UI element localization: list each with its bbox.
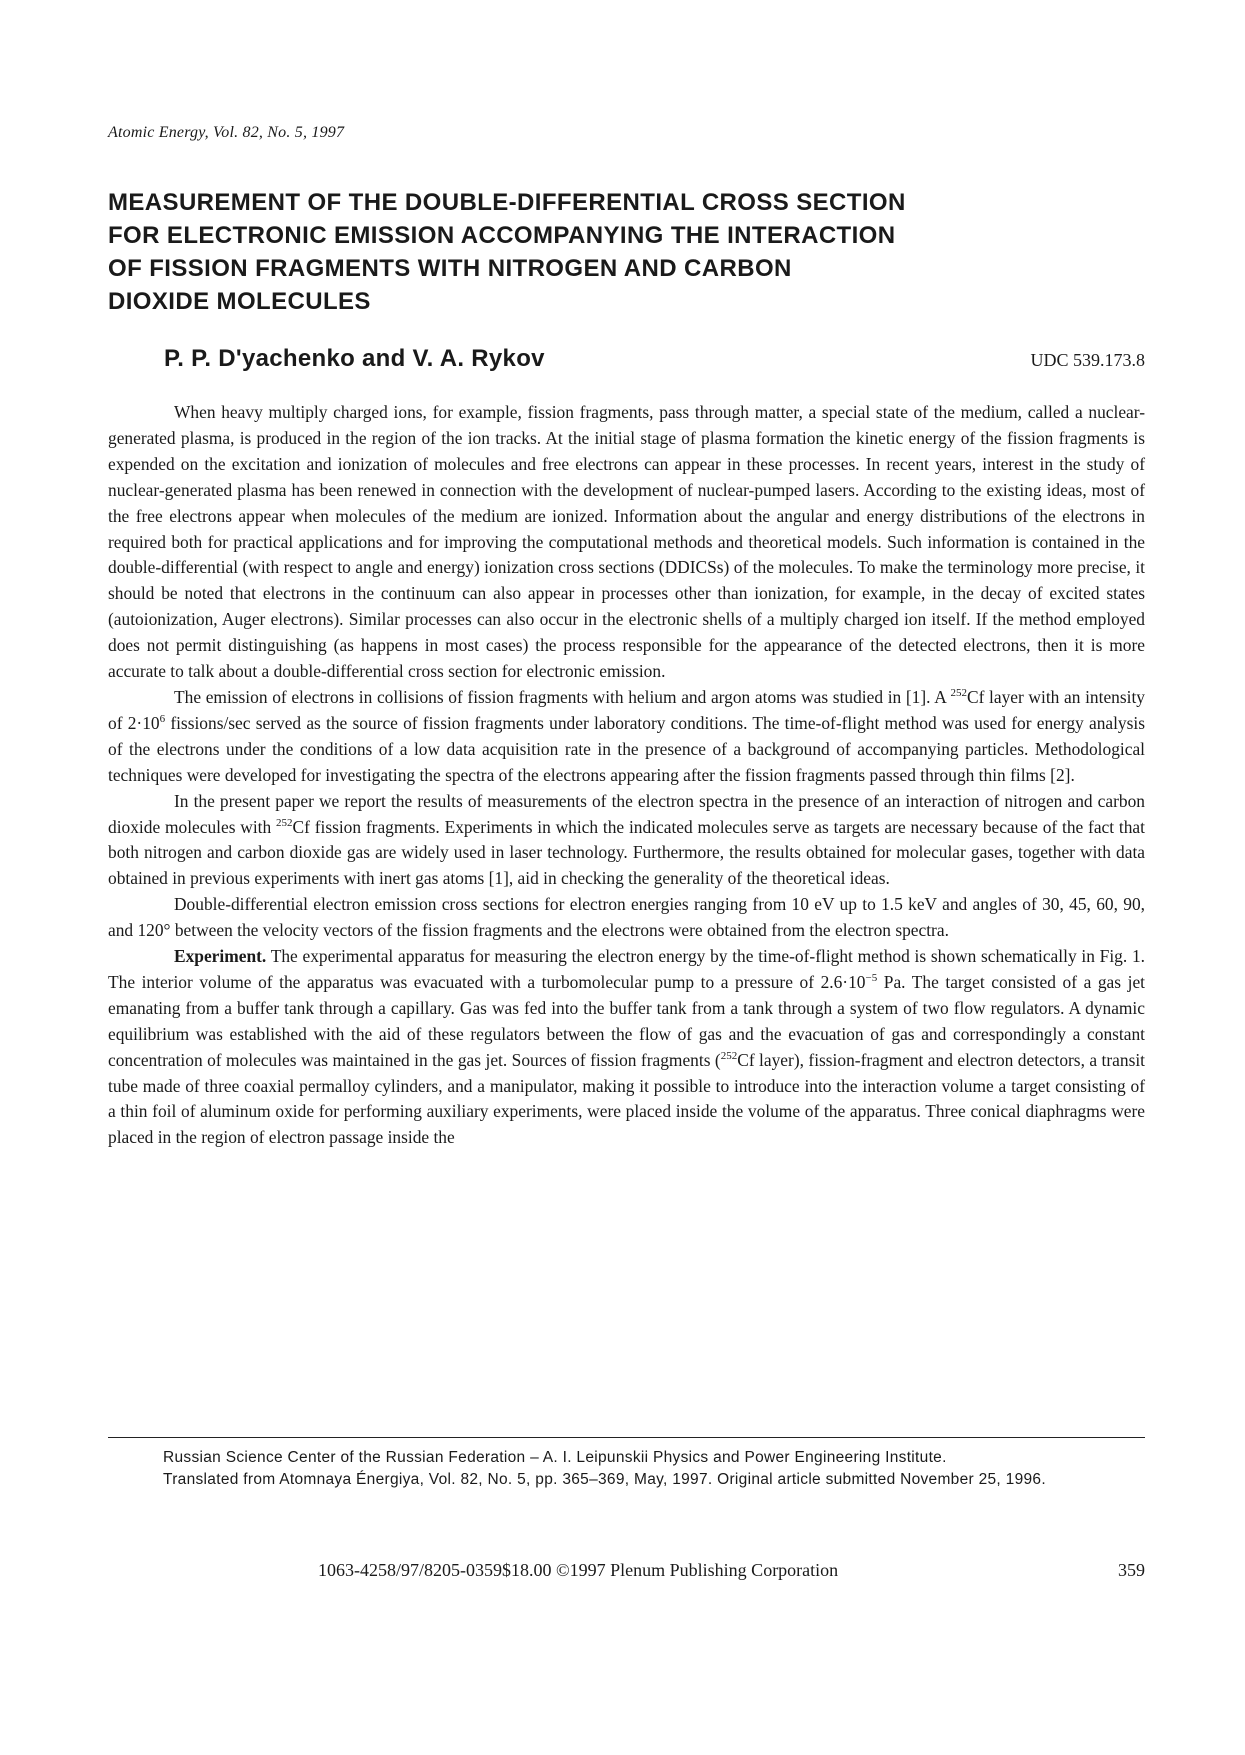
section-heading-experiment: Experiment. [174, 946, 267, 967]
journal-citation: Atomic Energy, Vol. 82, No. 5, 1997 [108, 124, 345, 141]
page-number: 359 [1118, 1560, 1145, 1580]
copyright-line: 1063-4258/97/8205-0359$18.00 ©1997 Plenum Publishing Corporation [318, 1560, 839, 1580]
article-body [108, 400, 1145, 1151]
paragraph-experiment: Experiment. The experimental apparatus for measuring the electron energy by the time-of-flight method is shown schematically in Fig. 1. The interior volume of the apparatus was evacuated with a turbomolecular pump to a pressure of $2.6\cdot 10^{-5}$ Pa. The target consisted of a gas jet emanating from a buffer tank through a capillary. Gas was fed into the buffer tank from a tank through a system of two flow regulators. A dynamic equilibrium was established with the aid of these regulators between the flow of gas and the evacuation of gas and correspondingly a constant concentration of molecules was maintained in the gas jet. Sources of fission fragments ($^{252}$Cf layer), fission-fragment and electron detectors, a transit tube made of three coaxial permalloy cylinders, and a manipulator, making it possible to introduce into the interaction volume a target consisting of a thin foil of aluminum oxide for performing auxiliary experiments, were placed inside the volume of the apparatus. Three conical diaphragms were placed in the region of electron passage inside the [108, 946, 1145, 1148]
title-line: DIOXIDE MOLECULES [108, 288, 371, 315]
footnote-translation: Translated from Atomnaya Énergiya, Vol. 82, No. 5, pp. 365–369, May, 1997. Original article submitted November 25, 1996. [163, 1471, 1046, 1488]
paragraph-cross-sections: Double-differential electron emission cross sections for electron energies ranging from 10 eV up to 1.5 keV and angles of 30, 45, 60, 90, and 120° between the velocity vectors of the fission fragments and the electrons were obtained from the electron spectra. [108, 894, 1145, 941]
title-line: FOR ELECTRONIC EMISSION ACCOMPANYING THE INTERACTION [108, 222, 896, 249]
title-line: OF FISSION FRAGMENTS WITH NITROGEN AND CARBON [108, 255, 792, 282]
title-line: MEASUREMENT OF THE DOUBLE-DIFFERENTIAL CROSS SECTION [108, 189, 906, 216]
footnote-affiliation: Russian Science Center of the Russian Federation – A. I. Leipunskii Physics and Power Engineering Institute. [163, 1449, 947, 1466]
paragraph-intro: When heavy multiply charged ions, for example, fission fragments, pass through matter, a special state of the medium, called a nuclear-generated plasma, is produced in the region of the ion tracks. At the initial stage of plasma formation the kinetic energy of the fission fragments is expended on the excitation and ionization of molecules and free electrons can appear in these processes. In recent years, interest in the study of nuclear-generated plasma has been renewed in connection with the development of nuclear-pumped lasers. According to the existing ideas, most of the free electrons appear when molecules of the medium are ionized. Information about the angular and energy distributions of the electrons in required both for practical applications and for improving the computational methods and theoretical models. Such information is contained in the double-differential (with respect to angle and energy) ionization cross sections (DDICSs) of the molecules. To make the terminology more precise, it should be noted that electrons in the continuum can also appear in processes other than ionization, for example, in the decay of excited states (autoionization, Auger electrons). Similar processes can also occur in the electronic shells of a multiply charged ion itself. If the method employed does not permit distinguishing (as happens in most cases) the process responsible for the appearance of the detected electrons, then it is more accurate to talk about a double-differential cross section for electronic emission. [108, 402, 1145, 682]
paragraph-previous-work: The emission of electrons in collisions of fission fragments with helium and argon atoms was studied in [1]. A $^{252}$Cf layer with an intensity of $2\cdot 10^6$ fissions/sec served as the source of fission fragments under laboratory conditions. The time-of-flight method was used for energy analysis of the electrons under the conditions of a low data acquisition rate in the presence of a background of accompanying particles. Methodological techniques were developed for investigating the spectra of the electrons appearing after the fission fragments passed through thin films [2]. [108, 686, 1145, 785]
footnote [163, 1447, 1145, 1491]
article-title [108, 186, 1008, 318]
udc-code: UDC 539.173.8 [1030, 350, 1145, 370]
footnote-divider [108, 1437, 1145, 1438]
authors: P. P. D'yachenko and V. A. Rykov [164, 345, 545, 372]
paragraph-present-work: In the present paper we report the results of measurements of the electron spectra in the presence of an interaction of nitrogen and carbon dioxide molecules with $^{252}$Cf fission fragments. Experiments in which the indicated molecules serve as targets are necessary because of the fact that both nitrogen and carbon dioxide gas are widely used in laser technology. Furthermore, the results obtained for molecular gases, together with data obtained in previous experiments with inert gas atoms [1], aid in checking the generality of the theoretical ideas. [108, 790, 1145, 889]
